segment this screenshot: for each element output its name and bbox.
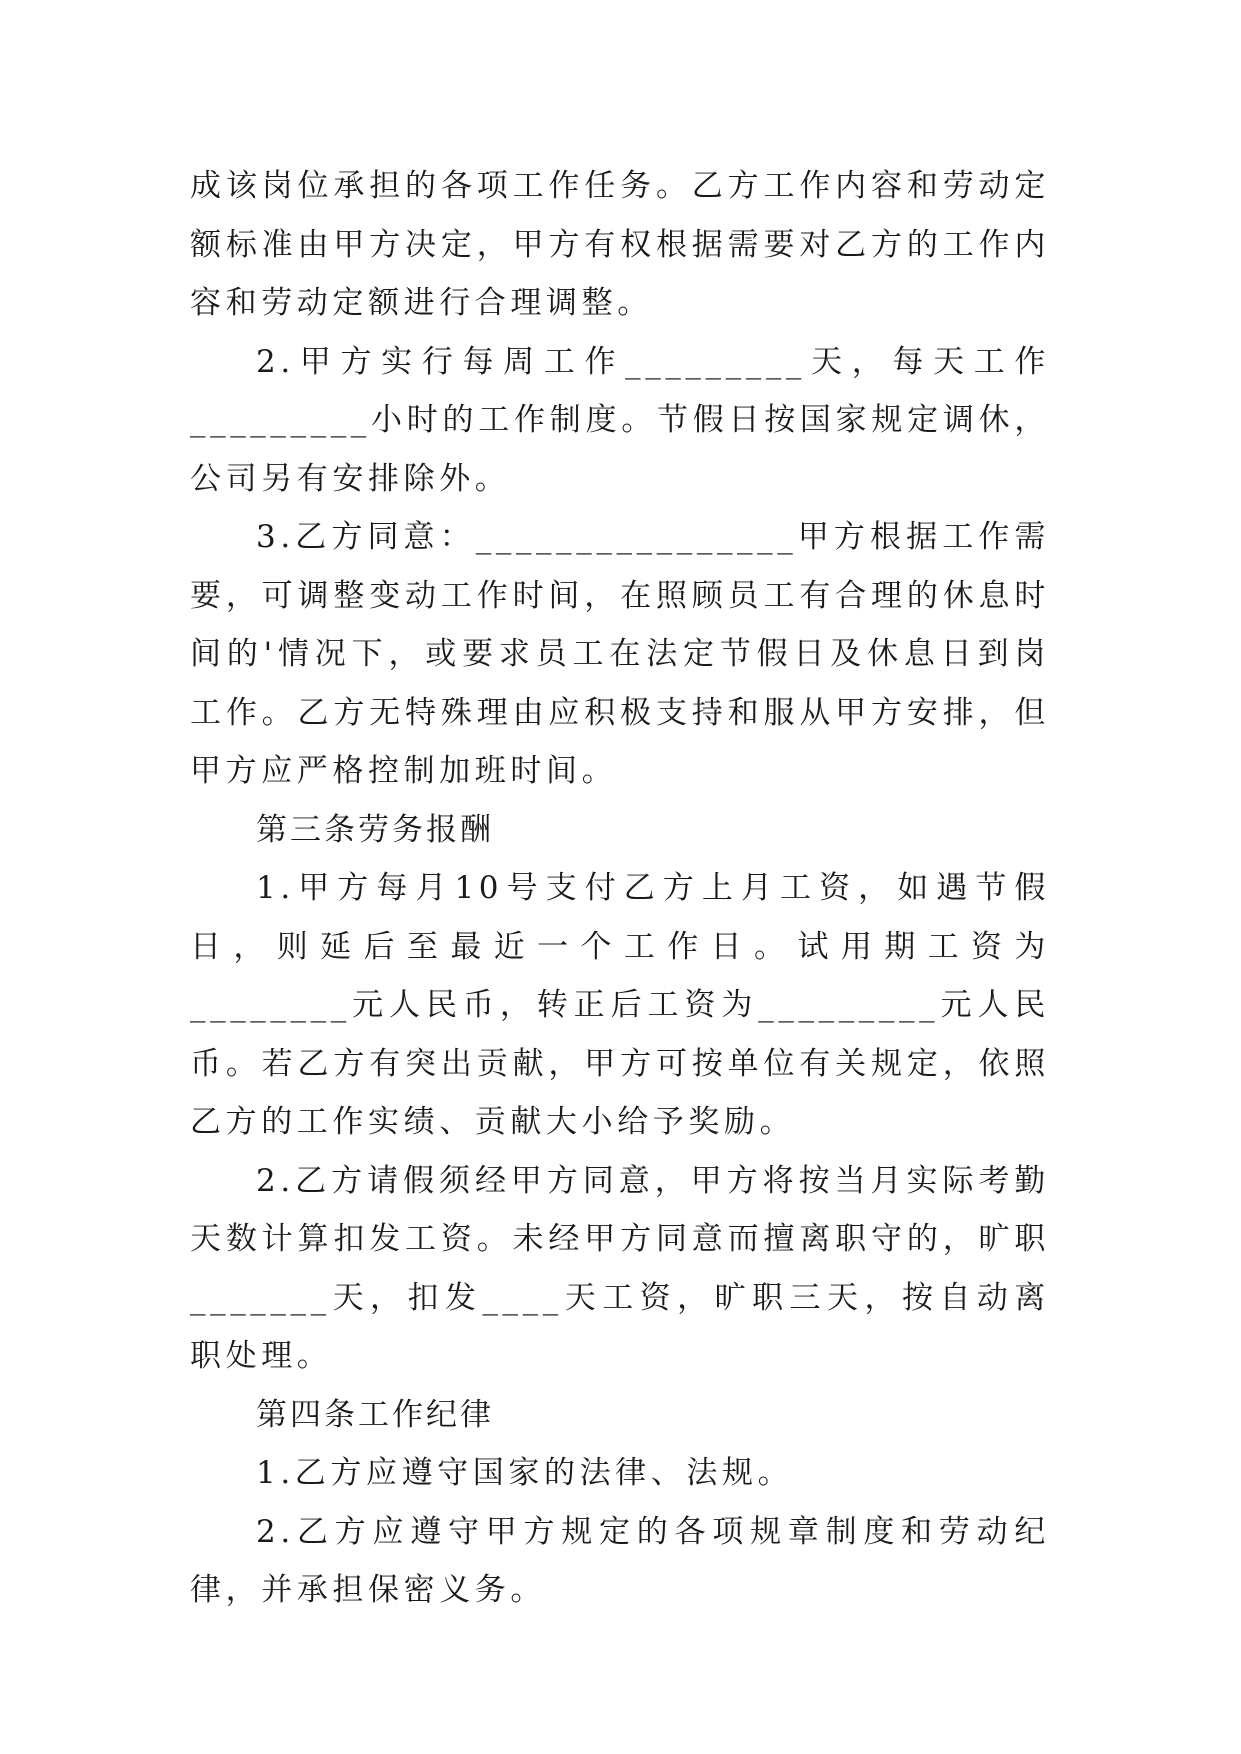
paragraph-overtime-consent: 3.乙方同意：________________甲方根据工作需要，可调整变动工作时间，在照顾员工有合理的休息时间的'情况下，或要求员工在法定节假日及休息日到岗工作。乙方无特殊理由应积极支持和服从甲方安排，但甲方应严格控制加班时间。 xyxy=(190,519,1050,789)
paragraph-leave-deduction: 2.乙方请假须经甲方同意，甲方将按当月实际考勤天数计算扣发工资。未经甲方同意而擅离职守的，旷职_______天，扣发____天工资，旷职三天，按自动离职处理。 xyxy=(190,1162,1050,1374)
paragraph-work-schedule: 2.甲方实行每周工作_________天，每天工作_________小时的工作制度。节假日按国家规定调休，公司另有安排除外。 xyxy=(190,343,1050,497)
paragraph-salary-payment: 1.甲方每月10号支付乙方上月工资，如遇节假日，则延后至最近一个工作日。试用期工资为________元人民币，转正后工资为_________元人民币。若乙方有突出贡献，甲方可按单位有关规定，依照乙方的工作实绩、贡献大小给予奖励。 xyxy=(190,870,1050,1140)
document-body xyxy=(190,157,1050,1620)
paragraph-obey-rules: 2.乙方应遵守甲方规定的各项规章制度和劳动纪律，并承担保密义务。 xyxy=(190,1513,1050,1608)
paragraph-obey-law: 1.乙方应遵守国家的法律、法规。 xyxy=(256,1455,794,1491)
section-heading-discipline: 第四条工作纪律 xyxy=(256,1396,494,1433)
section-heading-remuneration: 第三条劳务报酬 xyxy=(256,811,494,848)
paragraph-continuation: 成该岗位承担的各项工作任务。乙方工作内容和劳动定额标准由甲方决定，甲方有权根据需要对乙方的工作内容和劳动定额进行合理调整。 xyxy=(190,168,1050,321)
